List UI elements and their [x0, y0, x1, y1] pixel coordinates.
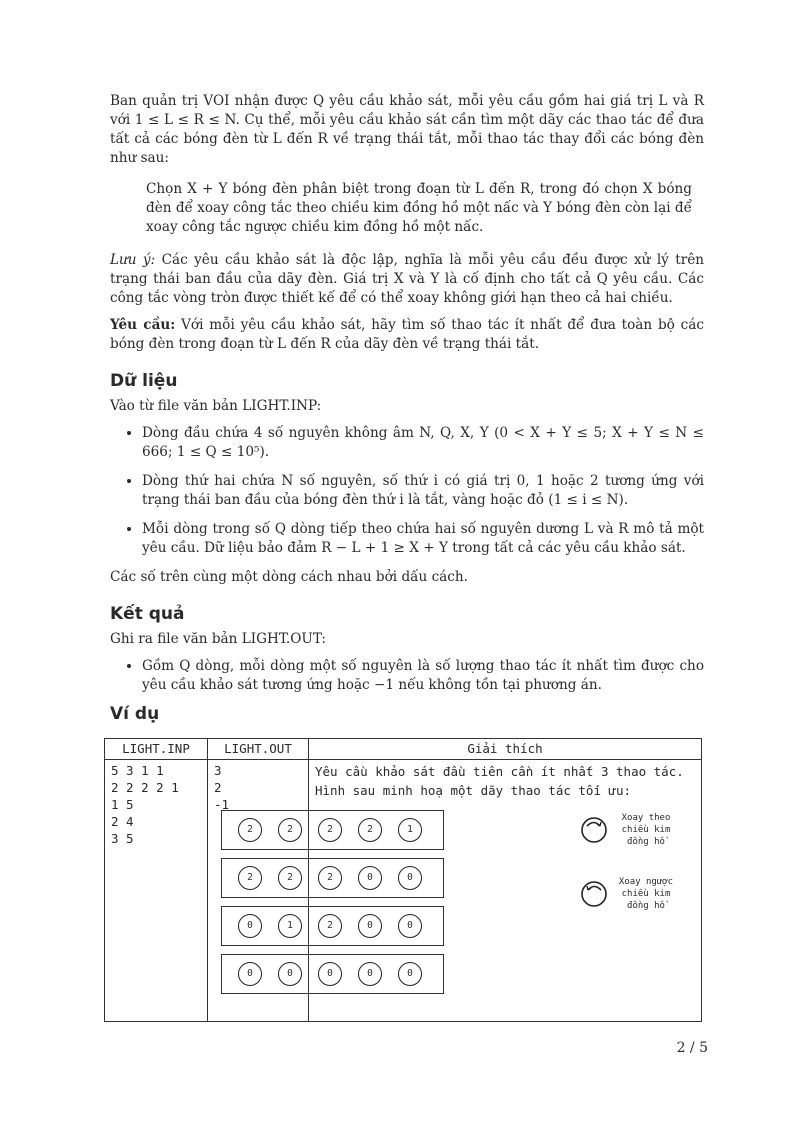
lamp: 2	[318, 818, 342, 842]
input-item: • Dòng thứ hai chứa N số nguyên, số thứ i có giá trị 0, 1 hoặc 2 tương ứng với trạng thái ban đầu của bóng đèn thứ i là tắt, vàng hoặc đỏ (1 ≤ i ≤ N).	[142, 472, 704, 510]
lamp-row	[221, 858, 444, 898]
lamp: 0	[358, 866, 382, 890]
problem-statement	[110, 92, 704, 730]
note-label: Lưu ý:	[110, 252, 156, 268]
output-list	[110, 657, 704, 695]
lamp: 0	[238, 914, 262, 938]
output-heading: Kết quả	[110, 604, 185, 624]
lamp: 0	[358, 914, 382, 938]
lamp: 0	[318, 962, 342, 986]
inp-line: 2 2 2 2 1	[111, 780, 179, 795]
out-line: 2	[214, 780, 222, 795]
explain-text: Yêu cầu khảo sát đầu tiên cần ít nhất 3 thao tác. Hình sau minh hoạ một dãy thao tác tối ưu:	[315, 764, 684, 798]
page-number: 2 / 5	[676, 1040, 708, 1056]
legend-cw-text: Xoay theo chiều kim đồng hồ	[621, 813, 671, 847]
lamp: 2	[318, 914, 342, 938]
cw-rotate-icon	[580, 816, 608, 844]
input-item: • Mỗi dòng trong số Q dòng tiếp theo chứa hai số nguyên dương L và R mô tả một yêu cầu. Dữ liệu bảo đảm R − L + 1 ≥ X + Y trong tất cả các yêu cầu khảo sát.	[142, 520, 704, 558]
lamp: 0	[278, 962, 302, 986]
note-paragraph	[110, 251, 704, 308]
input-note: Các số trên cùng một dòng cách nhau bởi dấu cách.	[110, 569, 468, 585]
lamp-row	[221, 906, 444, 946]
input-list	[110, 424, 704, 558]
out-line: 3	[214, 763, 222, 778]
requirement-label: Yêu cầu:	[110, 317, 176, 333]
lamp: 0	[238, 962, 262, 986]
out-line: -1	[214, 797, 230, 812]
header-explain: Giải thích	[309, 739, 702, 760]
inp-line: 2 4	[111, 814, 134, 829]
lamp: 0	[398, 962, 422, 986]
lamp: 2	[278, 866, 302, 890]
lamp: 0	[358, 962, 382, 986]
header-out: LIGHT.OUT	[208, 739, 309, 760]
lamp: 2	[318, 866, 342, 890]
ccw-rotate-icon	[580, 880, 608, 908]
requirement-paragraph	[110, 316, 704, 354]
inp-line: 3 5	[111, 831, 134, 846]
requirement-text: Với mỗi yêu cầu khảo sát, hãy tìm số thao tác ít nhất để đưa toàn bộ các bóng đèn trong đoạn từ L đến R của dãy đèn về trạng thái tắt.	[110, 317, 704, 352]
lamp-row	[221, 954, 444, 994]
note-text: Các yêu cầu khảo sát là độc lập, nghĩa là mỗi yêu cầu đều được xử lý trên trạng thái ban đầu của dãy đèn. Giá trị X và Y là cố định cho tất cả Q yêu cầu. Các công tắc vòng tròn được thiết kế để có thể xoay không giới hạn theo cả hai chiều.	[110, 252, 705, 306]
intro-paragraph: Ban quản trị VOI nhận được Q yêu cầu khảo sát, mỗi yêu cầu gồm hai giá trị L và R với 1 ≤ L ≤ R ≤ N. Cụ thể, mỗi yêu cầu khảo sát cần tìm một dãy các thao tác để đưa tất cả các bóng đèn từ L đến R về trạng thái tắt, mỗi thao tác thay đổi các bóng đèn như sau:	[110, 93, 704, 166]
lamp: 0	[398, 914, 422, 938]
lamp: 1	[398, 818, 422, 842]
input-heading: Dữ liệu	[110, 371, 178, 391]
lamp: 2	[278, 818, 302, 842]
lamp-row	[221, 810, 444, 850]
lamp: 2	[358, 818, 382, 842]
legend-ccw-text: Xoay ngược chiều kim đồng hồ	[618, 877, 674, 911]
lamp: 0	[398, 866, 422, 890]
inp-line: 1 5	[111, 797, 134, 812]
input-item: • Dòng đầu chứa 4 số nguyên không âm N, Q, X, Y (0 < X + Y ≤ 5; X + Y ≤ N ≤ 666; 1 ≤ Q ≤ 10⁵).	[142, 424, 704, 462]
lamp: 1	[278, 914, 302, 938]
input-intro: Vào từ file văn bản LIGHT.INP:	[110, 398, 322, 414]
operation-description: Chọn X + Y bóng đèn phân biệt trong đoạn từ L đến R, trong đó chọn X bóng đèn để xoay công tắc theo chiều kim đồng hồ một nấc và Y bóng đèn còn lại để xoay công tắc ngược chiều kim đồng hồ một nấc.	[146, 181, 692, 235]
output-item: • Gồm Q dòng, mỗi dòng một số nguyên là số lượng thao tác ít nhất tìm được cho yêu cầu khảo sát tương ứng hoặc −1 nếu không tồn tại phương án.	[142, 657, 704, 695]
inp-cell	[105, 760, 208, 1022]
output-intro: Ghi ra file văn bản LIGHT.OUT:	[110, 631, 326, 647]
lamp: 2	[238, 866, 262, 890]
example-heading: Ví dụ	[110, 704, 160, 724]
lamp: 2	[238, 818, 262, 842]
inp-line: 5 3 1 1	[111, 763, 164, 778]
header-inp: LIGHT.INP	[105, 739, 208, 760]
